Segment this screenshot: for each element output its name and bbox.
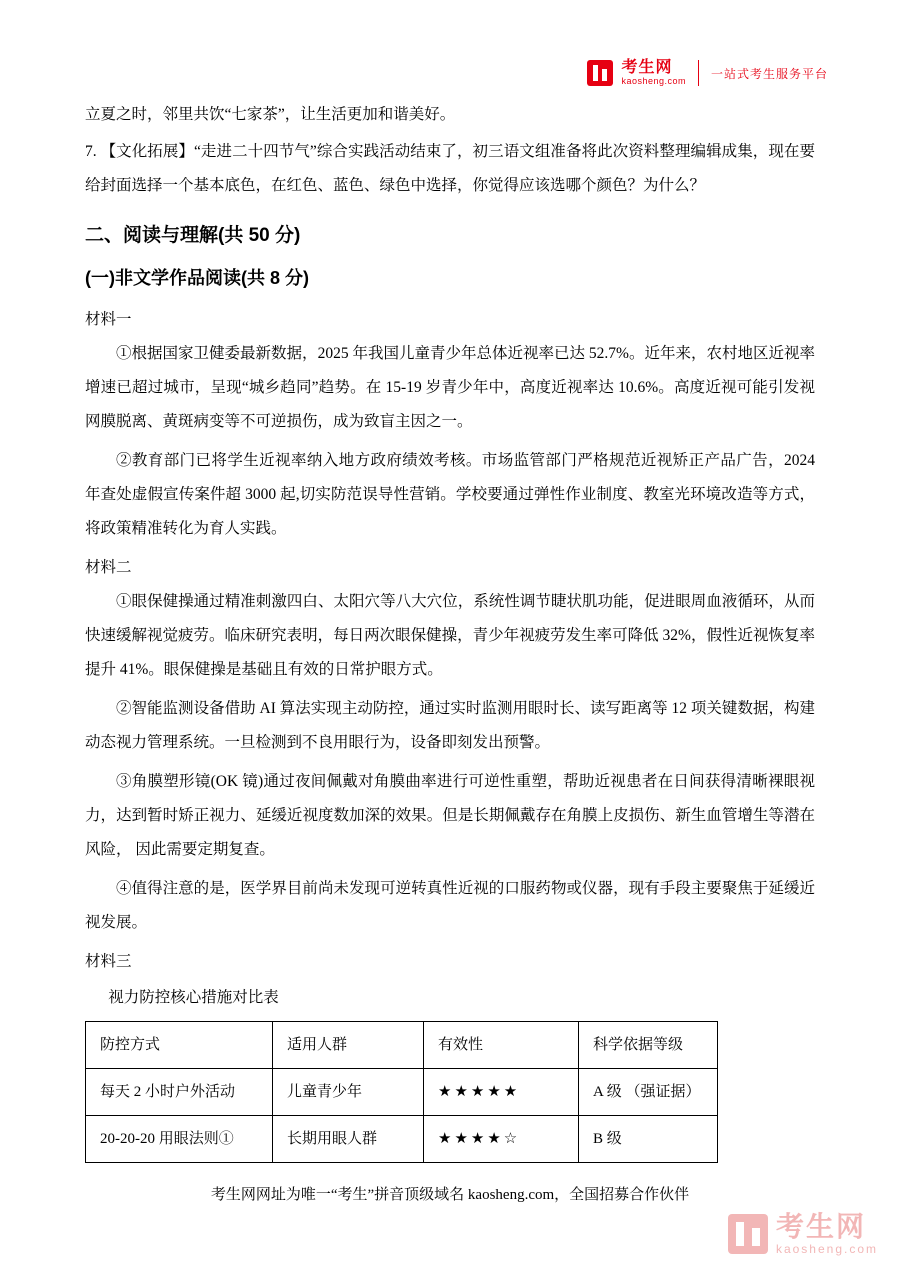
- table-cell-population: 儿童青少年: [273, 1069, 424, 1116]
- comparison-table-title: 视力防控核心措施对比表: [108, 989, 279, 1006]
- material-2-label: 材料二: [85, 559, 132, 576]
- question-7: 7. 【文化拓展】“走进二十四节气”综合实践活动结束了，初三语文组准备将此次资料整理编辑成集，现在要给封面选择一个基本底色，在红色、蓝色、绿色中选择，你觉得应该选哪个颜色？为什么？: [85, 143, 815, 194]
- table-header-method: 防控方式: [86, 1022, 273, 1069]
- table-cell-evidence: B 级: [579, 1116, 718, 1163]
- material-1-paragraph-2: ②教育部门已将学生近视率纳入地方政府绩效考核。市场监管部门严格规范近视矫正产品广告，2024 年查处虚假宣传案件超 3000 起,切实防范误导性营销。学校要通过弹性作业制度、教室光环境改造等方式，将政策精准转化为育人实践。: [85, 452, 815, 537]
- material-2-paragraph-2: ②智能监测设备借助 AI 算法实现主动防控，通过实时监测用眼时长、读写距离等 12 项关键数据，构建动态视力管理系统。一旦检测到不良用眼行为，设备即刻发出预警。: [85, 700, 815, 751]
- table-cell-evidence: A 级 （强证据）: [579, 1069, 718, 1116]
- vision-prevention-table: [85, 1021, 718, 1163]
- material-3-label: 材料三: [85, 953, 132, 970]
- material-1-paragraph-1: ①根据国家卫健委最新数据，2025 年我国儿童青少年总体近视率已达 52.7%。近年来，农村地区近视率增速已超过城市，呈现“城乡趋同”趋势。在 15-19 岁青少年中，高度近视率达 10.6%。高度近视可能引发视网膜脱离、黄斑病变等不可逆损伤，成为致盲主因之一。: [85, 345, 815, 430]
- watermark-domain-text: kaosheng.com: [775, 1241, 878, 1256]
- logo-brand-block: [621, 60, 686, 86]
- logo-tagline: 一站式考生服务平台: [710, 66, 828, 81]
- watermark-brand-text: 考生网: [775, 1211, 866, 1243]
- table-cell-method: 20-20-20 用眼法则①: [86, 1116, 273, 1163]
- table-cell-population: 长期用眼人群: [273, 1116, 424, 1163]
- material-2-paragraph-3: ③角膜塑形镜(OK 镜)通过夜间佩戴对角膜曲率进行可逆性重塑，帮助近视患者在日间获得清晰裸眼视力，达到暂时矫正视力、延缓近视度数加深的效果。但是长期佩戴存在角膜上皮损伤、新生血管增生等潜在风险， 因此需要定期复查。: [85, 773, 815, 858]
- table-row: [86, 1069, 718, 1116]
- kaosheng-watermark-icon: [728, 1214, 768, 1254]
- kaosheng-logo-icon: [587, 60, 613, 86]
- table-header-row: [86, 1022, 718, 1069]
- table-cell-stars: ★★★★☆: [424, 1116, 579, 1163]
- material-1-label: 材料一: [85, 311, 132, 328]
- logo-brand-text: 考生网: [621, 59, 673, 76]
- table-header-evidence: 科学依据等级: [579, 1022, 718, 1069]
- footer-text: 考生网网址为唯一“考生”拼音顶级域名 kaosheng.com，全国招募合作伙伴: [210, 1187, 690, 1203]
- kaosheng-header-logo: [587, 60, 828, 86]
- material-2-paragraph-1: ①眼保健操通过精准刺激四白、太阳穴等八大穴位，系统性调节睫状肌功能，促进眼周血液循环，从而快速缓解视觉疲劳。临床研究表明，每日两次眼保健操，青少年视疲劳发生率可降低 32%，假性近视恢复率提升 41%。眼保健操是基础且有效的日常护眼方式。: [85, 593, 815, 678]
- intro-line: 立夏之时，邻里共饮“七家茶”，让生活更加和谐美好。: [85, 106, 456, 123]
- table-cell-method: 每天 2 小时户外活动: [86, 1069, 273, 1116]
- section-title-reading: 二、阅读与理解(共 50 分): [85, 225, 301, 246]
- material-2-paragraph-4: ④值得注意的是，医学界目前尚未发现可逆转真性近视的口服药物或仪器，现有手段主要聚焦于延缓近视发展。: [85, 880, 815, 931]
- table-header-population: 适用人群: [273, 1022, 424, 1069]
- table-row: [86, 1116, 718, 1163]
- kaosheng-watermark: [728, 1212, 878, 1256]
- logo-divider: [698, 60, 699, 86]
- table-cell-stars: ★★★★★: [424, 1069, 579, 1116]
- watermark-text-block: [776, 1212, 878, 1256]
- subsection-title-nonfiction: (一)非文学作品阅读(共 8 分): [85, 268, 309, 288]
- logo-domain-text: kaosheng.com: [621, 75, 686, 86]
- table-header-effectiveness: 有效性: [424, 1022, 579, 1069]
